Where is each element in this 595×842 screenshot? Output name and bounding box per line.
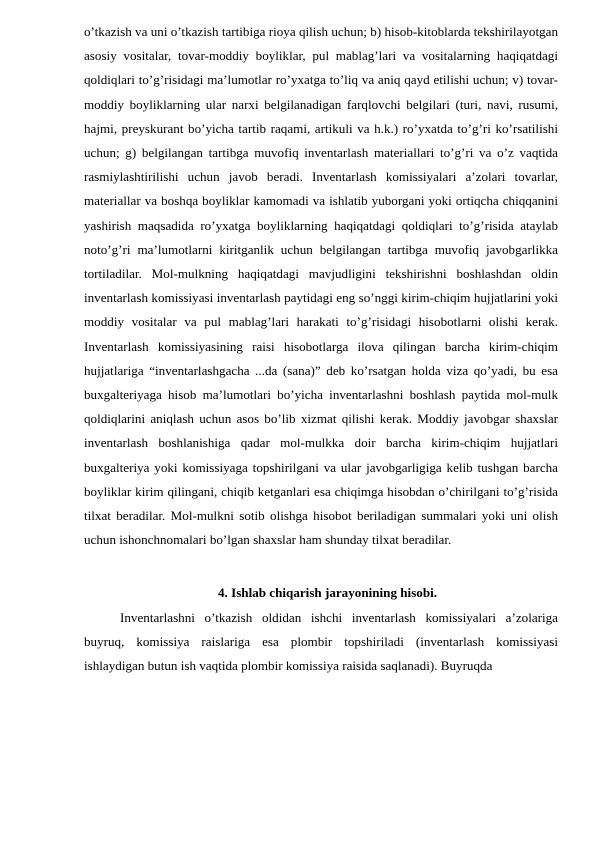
section-heading: 4. Ishlab chiqarish jarayonining hisobi. [218, 585, 438, 601]
body-paragraph-2: Inventarlashni o’tkazish oldidan ishchi inventarlash komissiyalari a’zolariga buyruq, komissiya raislariga esa plombir topshiriladi (inventarlash komissiyasi ishlaydigan butun ish vaqtida plombir komissiya raisida saqlanadi). Buyruqda [84, 609, 558, 674]
paragraph-spacer [84, 552, 558, 581]
body-paragraph-1: o’tkazish va uni o’tkazish tartibiga rioya qilish uchun; b) hisob-kitoblarda tekshirilayotgan asosiy vositalar, tovar-moddiy boyliklar, pul mablag’lari va vositalarning haqiqatdagi qoldiqlari to’g’risidagi ma’lumotlar ro’yxatga to’liq va aniq qayd etilishi uchun; v) tovar-moddiy boyliklarning ular narxi belgilanadigan farqlovchi belgilari (turi, navi, rusumi, hajmi, preyskurant bo’yicha tartib raqami, artikuli va h.k.) ro’yxatda to’g’ri ko’rsatilishi uchun; g) belgilangan tartibga muvofiq inventarlash materiallari to’g’ri va o’z vaqtida rasmiylashtirilishi uchun javob beradi. Inventarlash komissiyalari a’zolari tovarlar, materiallar va boshqa boyliklar kamomadi va ishlatib yuborgani yoki ortiqcha chiqqanini yashirish maqsadida ro’yxatga boyliklarning haqiqatdagi qoldiqlari to’g’risida ataylab noto’g’ri ma’lumotlarni kiritganlik uchun belgilangan tartibga muvofiq javobgarlikka tortiladilar. Mol-mulkning haqiqatdagi mavjudligini tekshirishni boshlashdan oldin inventarlash komissiyasi inventarlash paytidagi eng so’nggi kirim-chiqim hujjatlarini yoki moddiy vositalar va pul mablag’lari harakati to’g’risidagi hisobotlarni olishi kerak. Inventarlash komissiyasining raisi hisobotlarga ilova qilingan barcha kirim-chiqim hujjatlariga “inventarlashgacha ...da (sana)” deb ko’rsatgan holda viza qo’yadi, bu esa buxgalteriyaga hisob ma’lumotlari bo’yicha inventarlashni boshlash paytida mol-mulk qoldiqlarini aniqlash uchun asos bo’lib xizmat qilishi kerak. Moddiy javobgar shaxslar inventarlash boshlanishiga qadar mol-mulkka doir barcha kirim-chiqim hujjatlari buxgalteriya yoki komissiyaga topshirilgani va ular javobgarligiga kelib tushgan barcha boyliklar kirim qilingani, chiqib ketganlari esa chiqimga hisobdan o’chirilgani to’g’risida tilxat beradilar. Mol-mulkni sotib olishga hisobot beriladigan summalari yoki uni olish uchun ishonchnomalari bo’lgan shaxslar ham shunday tilxat beradilar. [84, 24, 558, 548]
document-page [84, 20, 558, 678]
